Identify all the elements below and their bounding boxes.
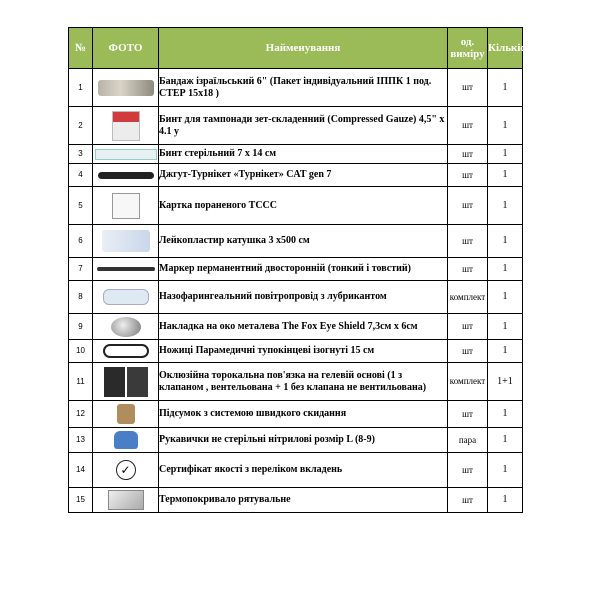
row-number: 14 (69, 453, 93, 488)
row-unit: шт (448, 488, 488, 513)
row-number: 13 (69, 428, 93, 453)
table-row (69, 428, 523, 453)
row-photo (93, 164, 159, 187)
tape-roll-icon (102, 230, 150, 252)
row-photo (93, 187, 159, 225)
row-unit: пара (448, 428, 488, 453)
row-number: 6 (69, 225, 93, 258)
row-photo (93, 453, 159, 488)
row-name: Рукавички не стерільні нітрилові розмір L (8-9) (159, 428, 448, 453)
tourniquet-icon (98, 172, 154, 179)
row-quantity: 1 (488, 428, 523, 453)
row-unit: комплект (448, 281, 488, 314)
row-photo (93, 401, 159, 428)
row-name: Накладка на око металева The Fox Eye Shield 7,3см х 6см (159, 314, 448, 340)
gauze-icon (112, 111, 140, 141)
table-row (69, 258, 523, 281)
row-name: Джгут-Турнікет «Турнікет» CAT gen 7 (159, 164, 448, 187)
row-photo (93, 107, 159, 145)
table-row (69, 340, 523, 363)
row-unit: шт (448, 187, 488, 225)
row-photo (93, 281, 159, 314)
row-quantity: 1 (488, 258, 523, 281)
pouch-icon (117, 404, 135, 424)
row-unit: шт (448, 340, 488, 363)
row-number: 8 (69, 281, 93, 314)
row-quantity: 1 (488, 401, 523, 428)
row-quantity: 1 (488, 187, 523, 225)
row-unit: шт (448, 69, 488, 107)
row-number: 5 (69, 187, 93, 225)
row-unit: шт (448, 164, 488, 187)
table-row (69, 488, 523, 513)
casualty-card-icon (112, 193, 140, 219)
row-quantity: 1 (488, 453, 523, 488)
row-name: Картка пораненого TCCC (159, 187, 448, 225)
table-row (69, 453, 523, 488)
row-photo (93, 428, 159, 453)
row-unit: шт (448, 314, 488, 340)
row-quantity: 1 (488, 340, 523, 363)
row-unit: шт (448, 107, 488, 145)
table-row (69, 401, 523, 428)
header-name: Найменування (159, 28, 448, 69)
table-row (69, 225, 523, 258)
row-number: 9 (69, 314, 93, 340)
row-number: 4 (69, 164, 93, 187)
row-number: 2 (69, 107, 93, 145)
row-unit: шт (448, 453, 488, 488)
table-row (69, 107, 523, 145)
header-unit: од. виміру (448, 28, 488, 69)
row-number: 10 (69, 340, 93, 363)
row-unit: шт (448, 258, 488, 281)
table-row (69, 164, 523, 187)
row-name: Бандаж ізраїльський 6" (Пакет індивідуальний ІППК 1 под. СТЕР 15х18 ) (159, 69, 448, 107)
kit-contents-table (68, 27, 537, 513)
row-quantity: 1 (488, 225, 523, 258)
row-unit: шт (448, 145, 488, 164)
bandage-icon (98, 80, 154, 96)
chest-seal-icon (104, 367, 148, 397)
row-photo (93, 363, 159, 401)
row-name: Підсумок з системою швидкого скидання (159, 401, 448, 428)
gloves-icon (114, 431, 138, 449)
row-number: 15 (69, 488, 93, 513)
row-unit: шт (448, 225, 488, 258)
header-quantity: Кількість (488, 28, 523, 69)
row-quantity: 1 (488, 281, 523, 314)
row-name: Бинт стерільний 7 х 14 см (159, 145, 448, 164)
row-unit: комплект (448, 363, 488, 401)
airway-icon (103, 289, 149, 305)
table-row (69, 314, 523, 340)
row-name: Ножиці Парамедичні тупокінцеві ізогнуті 15 см (159, 340, 448, 363)
row-quantity: 1 (488, 164, 523, 187)
certificate-icon: ✓ (116, 460, 136, 480)
row-name: Термопокривало рятувальне (159, 488, 448, 513)
table-row (69, 281, 523, 314)
row-quantity: 1 (488, 69, 523, 107)
table-header-row (69, 28, 523, 69)
table-row (69, 145, 523, 164)
row-unit: шт (448, 401, 488, 428)
row-quantity: 1 (488, 314, 523, 340)
scissors-icon (103, 344, 149, 358)
thermal-blanket-icon (108, 490, 144, 510)
row-number: 3 (69, 145, 93, 164)
header-photo: ФОТО (93, 28, 159, 69)
row-number: 12 (69, 401, 93, 428)
row-quantity: 1 (488, 107, 523, 145)
row-name: Назофарингeальний повітропровід з лубрикантом (159, 281, 448, 314)
row-photo (93, 225, 159, 258)
row-quantity: 1+1 (488, 363, 523, 401)
row-quantity: 1 (488, 488, 523, 513)
row-name: Маркер перманентний двосторонній (тонкий і товстий) (159, 258, 448, 281)
row-number: 7 (69, 258, 93, 281)
row-quantity: 1 (488, 145, 523, 164)
marker-icon (97, 267, 155, 271)
row-name: Сертифікат якості з переліком вкладень (159, 453, 448, 488)
row-photo (93, 314, 159, 340)
eye-shield-icon (111, 317, 141, 337)
table-row (69, 187, 523, 225)
row-number: 11 (69, 363, 93, 401)
row-name: Бинт для тампонади зет-складенний (Compressed Gauze) 4,5" x 4.1 y (159, 107, 448, 145)
row-photo (93, 258, 159, 281)
row-photo (93, 488, 159, 513)
sterile-bandage-icon (95, 149, 157, 160)
row-number: 1 (69, 69, 93, 107)
row-name: Лейкопластир катушка 3 х500 см (159, 225, 448, 258)
row-name: Оклюзійна торокальна пов'язка на гелевій основі (1 з клапаном , вентельована + 1 без клапана не вентильована) (159, 363, 448, 401)
row-photo (93, 145, 159, 164)
table-row (69, 363, 523, 401)
table-row (69, 69, 523, 107)
row-photo (93, 69, 159, 107)
row-photo (93, 340, 159, 363)
header-number: № (69, 28, 93, 69)
